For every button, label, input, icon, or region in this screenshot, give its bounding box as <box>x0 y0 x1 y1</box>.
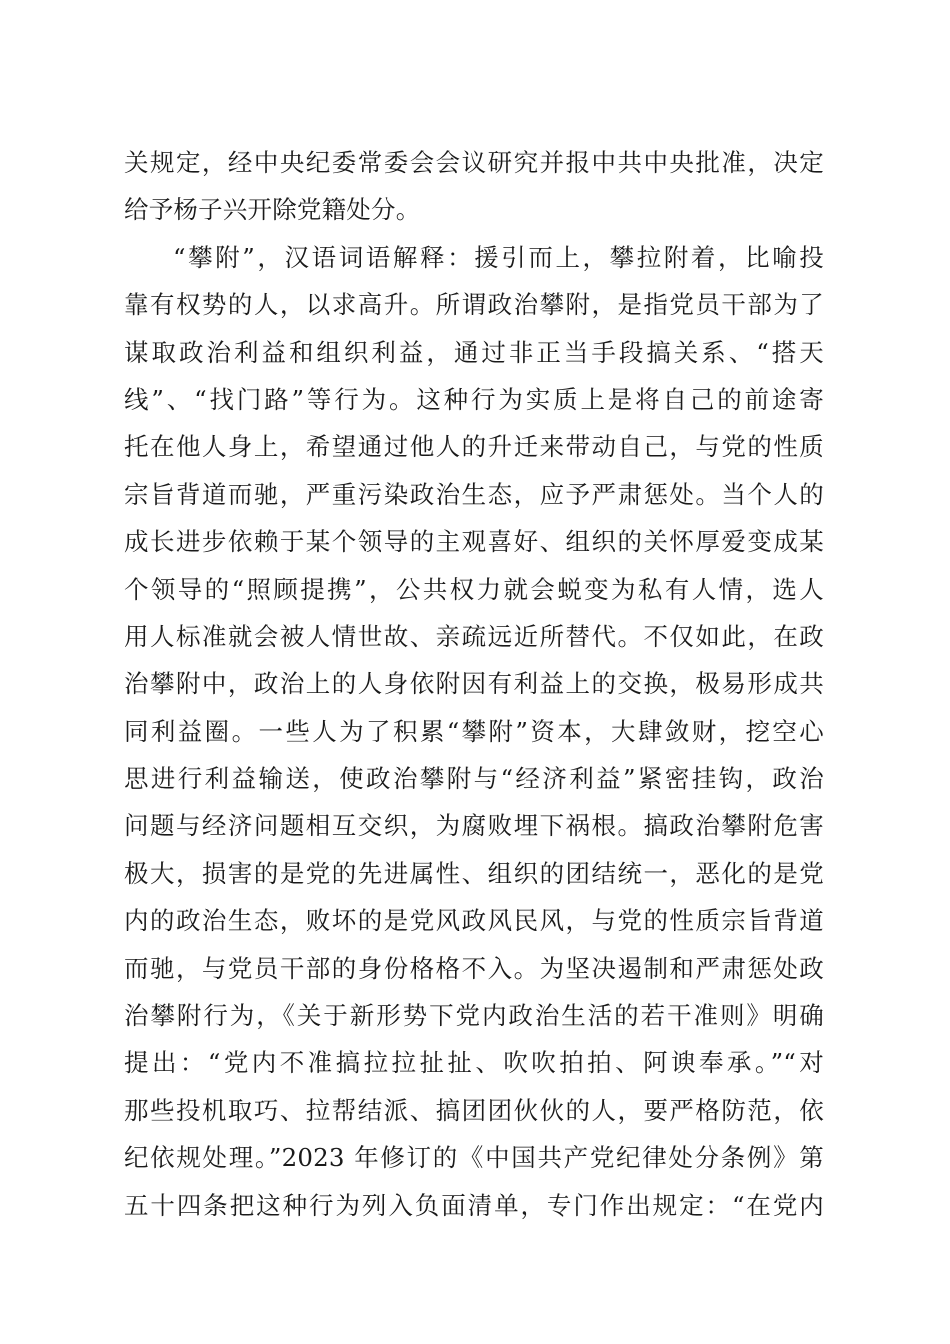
text-line: 宗旨背道而驰，严重污染政治生态，应予严肃惩处。当个人的 <box>124 479 824 509</box>
text-line: 内的政治生态，败坏的是党风政风民风，与党的性质宗旨背道 <box>124 906 824 936</box>
text-line: 靠有权势的人，以求高升。所谓政治攀附，是指党员干部为了 <box>124 290 824 320</box>
text-line: 而驰，与党员干部的身份格格不入。为坚决遏制和严肃惩处政 <box>124 953 824 983</box>
text-line: 那些投机取巧、拉帮结派、搞团团伙伙的人，要严格防范，依 <box>124 1095 824 1125</box>
text-line: 谋取政治利益和组织利益，通过非正当手段搞关系、“搭天 <box>124 337 824 367</box>
text-line: 纪依规处理。”2023 年修订的《中国共产党纪律处分条例》第 <box>124 1143 824 1173</box>
text-line: 个领导的“照顾提携”，公共权力就会蜕变为私有人情，选人 <box>124 574 824 604</box>
text-line: 用人标准就会被人情世故、亲疏远近所替代。不仅如此，在政 <box>124 621 824 651</box>
text-line: 给予杨子兴开除党籍处分。 <box>124 195 421 225</box>
text-line: 极大，损害的是党的先进属性、组织的团结统一，恶化的是党 <box>124 858 824 888</box>
paragraph-first-line: “攀附”，汉语词语解释：援引而上，攀拉附着，比喻投 <box>173 242 824 272</box>
text-line: 托在他人身上，希望通过他人的升迁来带动自己，与党的性质 <box>124 432 824 462</box>
text-line: 治攀附中，政治上的人身依附因有利益上的交换，极易形成共 <box>124 669 824 699</box>
text-line: 提出：“党内不准搞拉拉扯扯、吹吹拍拍、阿谀奉承。”“对 <box>124 1048 824 1078</box>
body-text <box>124 139 824 1229</box>
text-line: 线”、“找门路”等行为。这种行为实质上是将自己的前途寄 <box>124 384 824 414</box>
text-line: 治攀附行为，《关于新形势下党内政治生活的若干准则》明确 <box>124 1001 824 1031</box>
text-line: 成长进步依赖于某个领导的主观喜好、组织的关怀厚爱变成某 <box>124 527 824 557</box>
text-line: 问题与经济问题相互交织，为腐败埋下祸根。搞政治攀附危害 <box>124 811 824 841</box>
text-line: 同利益圈。一些人为了积累“攀附”资本，大肆敛财，挖空心 <box>124 716 824 746</box>
text-line: 关规定，经中央纪委常委会会议研究并报中共中央批准，决定 <box>124 148 824 177</box>
text-line: 五十四条把这种行为列入负面清单，专门作出规定：“在党内 <box>124 1190 824 1220</box>
text-line: 思进行利益输送，使政治攀附与“经济利益”紧密挂钩，政治 <box>124 764 824 794</box>
